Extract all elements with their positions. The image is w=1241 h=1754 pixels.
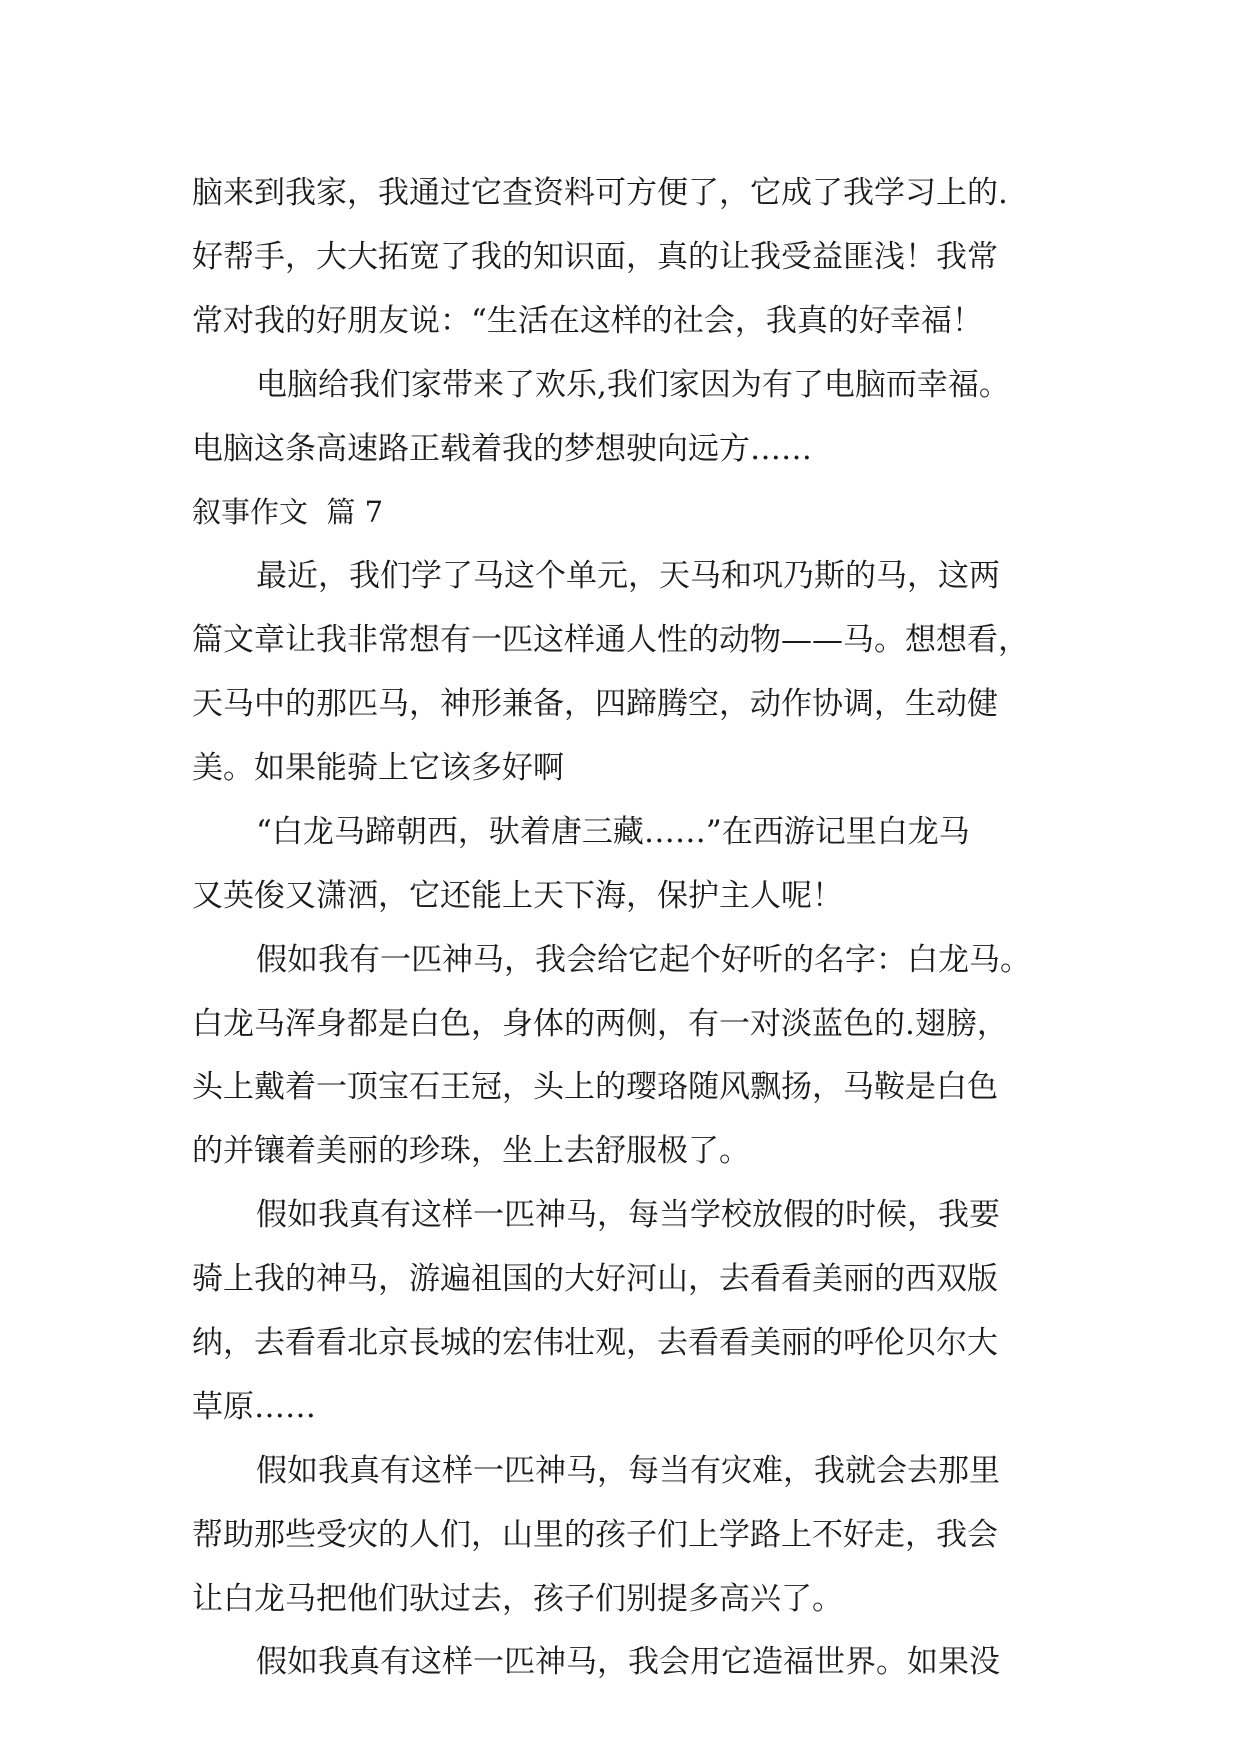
text-line: 脑来到我家，我通过它查资料可方便了，它成了我学习上的. xyxy=(192,175,1008,211)
text-line: “白龙马蹄朝西，驮着唐三藏……”在西游记里白龙马 xyxy=(256,813,970,850)
text-line: 好帮手，大大拓宽了我的知识面，真的让我受益匪浅！我常 xyxy=(192,238,998,275)
text-line: 草原…… xyxy=(192,1388,316,1425)
text-line: 头上戴着一顶宝石王冠，头上的璎珞随风飘扬，马鞍是白色 xyxy=(192,1069,998,1106)
text-line: 最近，我们学了马这个单元，天马和巩乃斯的马，这两 xyxy=(256,558,1000,595)
text-line: 骑上我的神马，游遍祖国的大好河山，去看看美丽的西双版 xyxy=(192,1261,998,1298)
essay-text-block xyxy=(192,162,1052,1695)
text-line: 假如我真有这样一匹神马，每当有灾难，我就会去那里 xyxy=(256,1452,1000,1489)
text-line: 白龙马浑身都是白色，身体的两侧，有一对淡蓝色的.翅膀， xyxy=(192,1005,1008,1042)
text-line: 假如我有一匹神马，我会给它起个好听的名字：白龙马。 xyxy=(256,941,1031,978)
text-line: 的并镶着美丽的珍珠，坐上去舒服极了。 xyxy=(192,1133,750,1170)
text-line: 让白龙马把他们驮过去，孩子们别提多高兴了。 xyxy=(192,1580,843,1617)
essay-heading: 叙事作文 篇 7 xyxy=(192,495,384,530)
text-line: 假如我真有这样一匹神马，每当学校放假的时候，我要 xyxy=(256,1197,1000,1234)
text-line: 电脑给我们家带来了欢乐,我们家因为有了电脑而幸福。 xyxy=(256,366,1010,403)
text-line: 天马中的那匹马，神形兼备，四蹄腾空，动作协调，生动健 xyxy=(192,686,998,723)
text-line: 篇文章让我非常想有一匹这样通人性的动物——马。想想看， xyxy=(192,622,1029,659)
text-line: 又英俊又潇洒，它还能上天下海，保护主人呢！ xyxy=(192,877,843,914)
text-line: 假如我真有这样一匹神马，我会用它造福世界。如果没 xyxy=(256,1644,1000,1681)
text-line: 纳，去看看北京長城的宏伟壮观，去看看美丽的呼伦贝尔大 xyxy=(192,1325,998,1362)
text-line: 美。如果能骑上它该多好啊 xyxy=(192,750,564,787)
text-line: 帮助那些受灾的人们，山里的孩子们上学路上不好走，我会 xyxy=(192,1516,998,1553)
text-line: 常对我的好朋友说：“生活在这样的社会，我真的好幸福！ xyxy=(192,302,983,339)
text-line: 电脑这条高速路正载着我的梦想驶向远方…… xyxy=(192,430,812,467)
